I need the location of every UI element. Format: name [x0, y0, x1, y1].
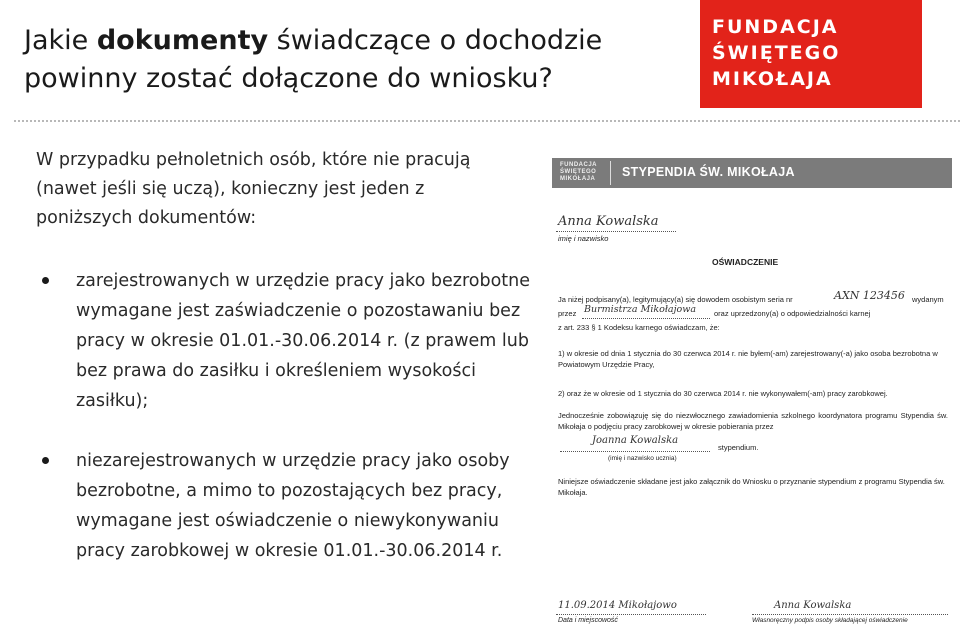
form-attachment-note: Niniejsze oświadczenie składane jest jako załącznik do Wniosku o przyznanie stypendium z programu Stypendia św. Mikołaja. — [558, 477, 945, 497]
header-divider — [14, 120, 960, 122]
foundation-logo — [700, 0, 922, 108]
bullet-icon — [42, 457, 49, 464]
title-part-2: świadczące o dochodzie powinny zostać dołączone do wniosku? — [24, 25, 603, 94]
logo-line-3: MIKOŁAJA — [712, 68, 833, 90]
form-logo-line: MIKOŁAJA — [560, 176, 596, 182]
form-header-logo — [560, 162, 597, 183]
form-header-banner — [552, 158, 952, 188]
form-logo-line: ŚWIĘTEGO — [560, 169, 597, 175]
title-part-1: Jakie — [24, 25, 97, 56]
list-item — [42, 446, 542, 566]
date-caption: Data i miejscowość — [558, 617, 618, 624]
handwritten-signature: Anna Kowalska — [774, 600, 852, 611]
handwritten-id-number: AXN 123456 — [834, 289, 905, 302]
student-caption: (imię i nazwisko ucznia) — [608, 455, 677, 462]
document-requirements-list — [42, 266, 542, 596]
page-title — [24, 22, 684, 98]
form-text-intro-a: Ja niżej podpisany(a), legitymujący(a) się dowodem osobistym seria nr — [558, 295, 793, 304]
bullet-icon — [42, 277, 49, 284]
signature-caption: Własnoręczny podpis osoby składającej oświadczenie — [752, 617, 908, 624]
issuer-line — [582, 318, 710, 319]
intro-paragraph: W przypadku pełnoletnich osób, które nie pracują (nawet jeśli się uczą), konieczny jest jeden z poniższych dokumentów: — [36, 150, 471, 228]
form-obligation: Jednocześnie zobowiązuję się do niezwłocznego zawiadomienia szkolnego koordynatora programu Stypendia św. Mikołaja o podjęciu pracy zarobkowej w okresie pobierania przez — [558, 411, 948, 431]
title-bold-word: dokumenty — [96, 25, 269, 56]
form-point-2: 2) oraz że w okresie od 1 stycznia do 30 czerwca 2014 r. nie wykonywałem(-am) pracy zarobkowej. — [558, 389, 888, 398]
form-obligation-end: stypendium. — [718, 443, 759, 452]
form-text-intro-e: z art. 233 § 1 Kodeksu karnego oświadczam, że: — [558, 323, 720, 332]
list-item-text: niezarejestrowanych w urzędzie pracy jako osoby bezrobotne, a mimo to pozostających bez pracy, wymagane jest oświadczenie o niewykonywaniu pracy zarobkowej w okresie 01.01.-30.06.2014 r. — [76, 451, 510, 561]
scanned-declaration-form — [552, 152, 952, 626]
handwritten-student-name: Joanna Kowalska — [592, 435, 679, 446]
form-text-intro-d: oraz uprzedzony(a) o odpowiedzialności karnej — [714, 309, 871, 318]
name-caption: imię i nazwisko — [558, 234, 609, 243]
name-line — [556, 231, 676, 232]
handwritten-date-place: 11.09.2014 Mikołajowo — [558, 600, 677, 611]
form-text-intro-b: wydanym — [912, 295, 944, 304]
form-heading: OŚWIADCZENIE — [712, 257, 779, 267]
list-item — [42, 266, 542, 416]
form-point-1: 1) w okresie od dnia 1 stycznia do 30 czerwca 2014 r. nie byłem(-am) zarejestrowany(-a) jako osoba bezrobotna w Powiatowym Urzędzie Pracy, — [558, 349, 938, 369]
form-header-title: STYPENDIA ŚW. MIKOŁAJA — [622, 165, 795, 179]
form-text-intro-c: przez — [558, 309, 577, 318]
handwritten-name: Anna Kowalska — [558, 214, 659, 229]
logo-line-2: ŚWIĘTEGO — [712, 42, 841, 64]
student-line — [560, 451, 710, 452]
form-logo-line: FUNDACJA — [560, 162, 597, 168]
logo-line-1: FUNDACJA — [712, 16, 839, 38]
form-header-separator — [610, 161, 611, 185]
list-item-text: zarejestrowanych w urzędzie pracy jako bezrobotne wymagane jest zaświadczenie o pozostawaniu bez pracy w okresie 01.01.-30.06.2014 r. (z prawem lub bez prawa do zasiłku i określeniem wysokości zasiłku); — [76, 271, 531, 411]
handwritten-issuer: Burmistrza Mikołajowa — [584, 304, 697, 315]
